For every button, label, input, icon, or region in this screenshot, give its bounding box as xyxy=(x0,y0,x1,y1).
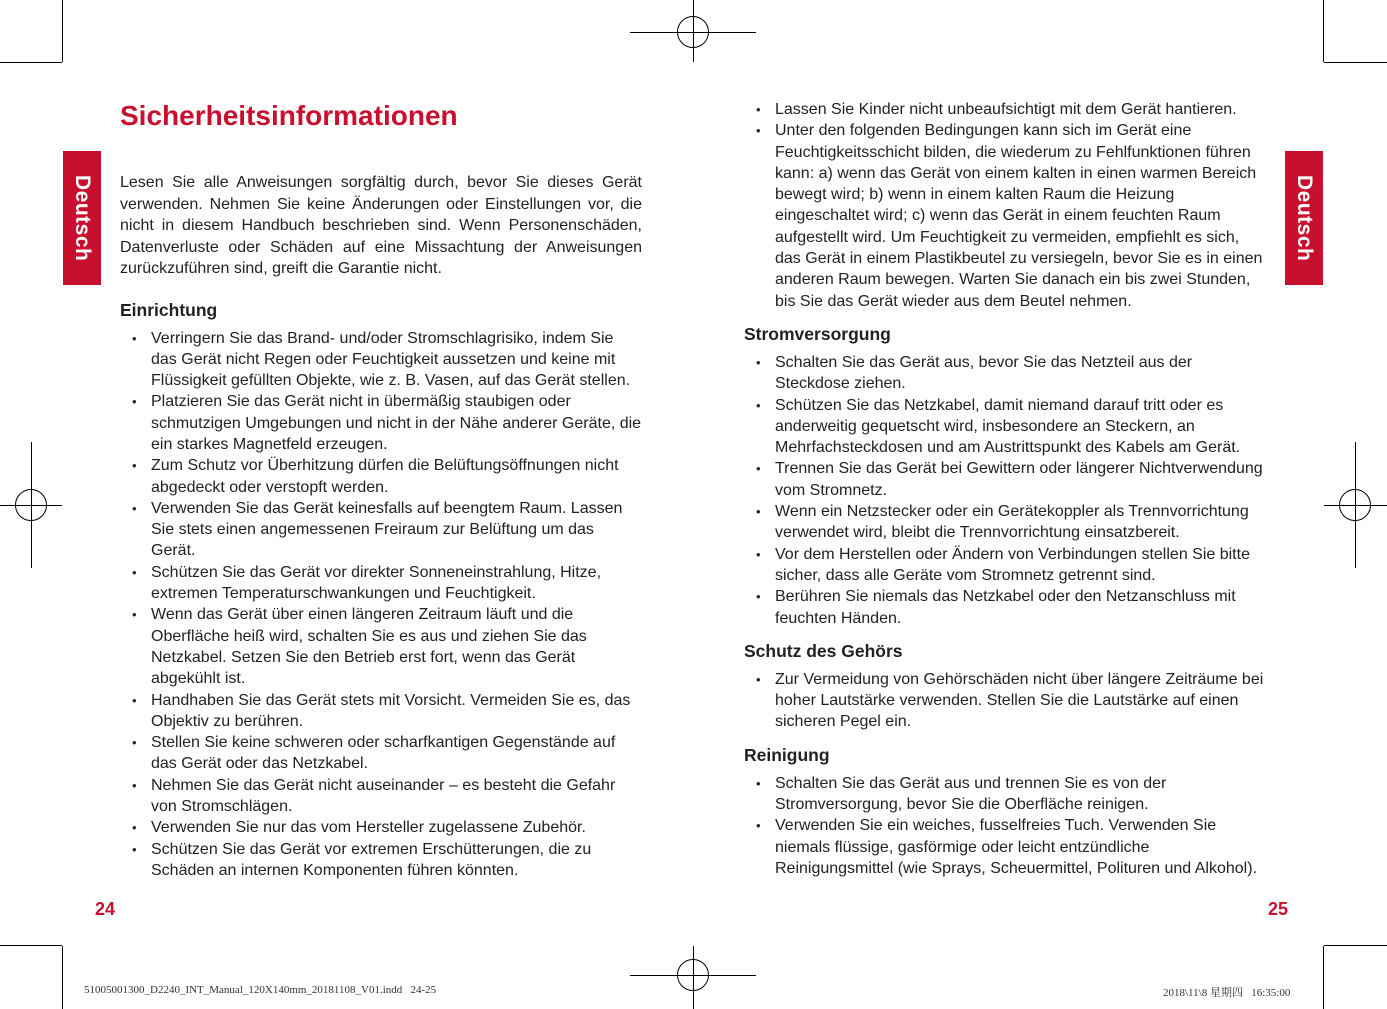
right-sections xyxy=(744,322,1268,879)
footer-filename: 51005001300_D2240_INT_Manual_120X140mm_20181108_V01.indd 24-25 xyxy=(84,984,437,996)
intro-paragraph: Lesen Sie alle Anweisungen sorgfältig durch, bevor Sie dieses Gerät verwenden. Nehmen Sie keine Änderungen oder Einstellungen vor, die nicht in diesem Handbuch beschrieben sind. Wenn Personenschäden, Datenverluste oder Schäden auf eine Missachtung der Anweisungen zurückzuführen sind, greift die Garantie nicht. xyxy=(120,174,642,277)
footer-date: 2018\11\8 星期四 16:35:00 xyxy=(1163,987,1291,999)
section-heading: Reinigung xyxy=(744,744,830,765)
list-item: • Schalten Sie das Gerät aus und trennen Sie es von der Stromversorgung, bevor Sie die Oberfläche reinigen. xyxy=(744,773,1268,816)
registration-circle xyxy=(1339,489,1371,521)
registration-circle xyxy=(677,16,709,48)
list-item: • Berühren Sie niemals das Netzkabel oder den Netzanschluss mit feuchten Händen. xyxy=(744,586,1268,629)
list-item: • Verwenden Sie nur das vom Hersteller zugelassene Zubehör. xyxy=(120,817,642,838)
list-item: • Platzieren Sie das Gerät nicht in übermäßig staubigen oder schmutzigen Umgebungen und nicht in der Nähe anderer Geräte, die ein starkes Magnetfeld erzeugen. xyxy=(120,391,642,455)
language-tab-label: Deutsch xyxy=(1293,174,1316,262)
right-page xyxy=(744,99,1268,885)
list-item: • Trennen Sie das Gerät bei Gewittern oder längerer Nichtverwendung vom Stromnetz. xyxy=(744,458,1268,501)
page-title: Sicherheitsinformationen xyxy=(120,100,458,131)
bullet-list xyxy=(120,328,642,882)
registration-circle xyxy=(15,489,47,521)
list-item: • Vor dem Herstellen oder Ändern von Verbindungen stellen Sie bitte sicher, dass alle Geräte vom Stromnetz getrennt sind. xyxy=(744,544,1268,587)
left-sections xyxy=(120,298,642,882)
bullet-list xyxy=(744,669,1268,733)
language-tab-label: Deutsch xyxy=(71,174,94,262)
crop-mark xyxy=(62,946,63,1009)
list-item: • Stellen Sie keine schweren oder scharfkantigen Gegenstände auf das Gerät oder das Netzkabel. xyxy=(120,732,642,775)
section-heading: Stromversorgung xyxy=(744,323,891,344)
list-item: • Schützen Sie das Gerät vor direkter Sonneneinstrahlung, Hitze, extremen Temperaturschwankungen und Feuchtigkeit. xyxy=(120,562,642,605)
list-item: • Verwenden Sie das Gerät keinesfalls auf beengtem Raum. Lassen Sie stets einen angemessenen Freiraum zur Belüftung um das Gerät. xyxy=(120,498,642,562)
list-item: • Nehmen Sie das Gerät nicht auseinander – es besteht die Gefahr von Stromschlägen. xyxy=(120,775,642,818)
top-bullet-list xyxy=(744,99,1268,312)
section-heading: Schutz des Gehörs xyxy=(744,640,903,661)
crop-mark xyxy=(1323,0,1324,62)
bullet-list xyxy=(744,773,1268,879)
list-item: • Wenn ein Netzstecker oder ein Gerätekoppler als Trennvorrichtung verwendet wird, bleibt die Trennvorrichtung einsatzbereit. xyxy=(744,501,1268,544)
list-item: • Schalten Sie das Gerät aus, bevor Sie das Netzteil aus der Steckdose ziehen. xyxy=(744,352,1268,395)
list-item: • Wenn das Gerät über einen längeren Zeitraum läuft und die Oberfläche heiß wird, schalten Sie es aus und ziehen Sie das Netzkabel. Setzen Sie den Betrieb erst fort, wenn das Gerät abgekühlt ist. xyxy=(120,604,642,689)
crop-mark xyxy=(0,945,62,946)
crop-mark xyxy=(1323,946,1324,1009)
list-item: • Schützen Sie das Netzkabel, damit niemand darauf tritt oder es anderweitig gequetscht wird, insbesondere an Steckern, an Mehrfachsteckdosen und am Austrittspunkt des Kabels am Gerät. xyxy=(744,395,1268,459)
section-heading: Einrichtung xyxy=(120,299,218,320)
list-item: • Zum Schutz vor Überhitzung dürfen die Belüftungsöffnungen nicht abgedeckt oder verstopft werden. xyxy=(120,455,642,498)
left-page xyxy=(120,96,642,887)
list-item: • Zur Vermeidung von Gehörschäden nicht über längere Zeiträume bei hoher Lautstärke verwenden. Stellen Sie die Lautstärke auf einen sicheren Pegel ein. xyxy=(744,669,1268,733)
page-number-right: 25 xyxy=(1268,899,1289,919)
list-item: • Lassen Sie Kinder nicht unbeaufsichtigt mit dem Gerät hantieren. xyxy=(744,99,1268,120)
list-item: • Unter den folgenden Bedingungen kann sich im Gerät eine Feuchtigkeitsschicht bilden, die wiederum zu Fehlfunktionen führen kann: a) wenn das Gerät von einem kalten in einen warmen Bereich bewegt wird; b) wenn in einem kalten Raum die Heizung eingeschaltet wird; c) wenn das Gerät in einem feuchten Raum aufgestellt wird. Um Feuchtigkeit zu vermeiden, empfiehlt es sich, das Gerät in einem Plastikbeutel zu versiegeln, bevor Sie es in einen anderen Raum bewegen. Warten Sie danach ein bis zwei Stunden, bis Sie das Gerät wieder aus dem Beutel nehmen. xyxy=(744,120,1268,312)
list-item: • Handhaben Sie das Gerät stets mit Vorsicht. Vermeiden Sie es, das Objektiv zu berühren. xyxy=(120,690,642,733)
list-item: • Verringern Sie das Brand- und/oder Stromschlagrisiko, indem Sie das Gerät nicht Regen oder Feuchtigkeit aussetzen und keine mit Flüssigkeit gefüllten Objekte, wie z. B. Vasen, auf das Gerät stellen. xyxy=(120,328,642,392)
crop-mark xyxy=(1324,62,1387,63)
language-tab-right xyxy=(1285,151,1323,285)
list-item: • Schützen Sie das Gerät vor extremen Erschütterungen, die zu Schäden an internen Komponenten führen könnten. xyxy=(120,839,642,882)
crop-mark xyxy=(1324,945,1387,946)
crop-mark xyxy=(0,62,62,63)
registration-circle xyxy=(677,959,709,991)
language-tab-left xyxy=(63,151,101,285)
page-number-left: 24 xyxy=(95,899,116,919)
crop-mark xyxy=(62,0,63,62)
list-item: • Verwenden Sie ein weiches, fusselfreies Tuch. Verwenden Sie niemals flüssige, gasförmige oder leicht entzündliche Reinigungsmittel (wie Sprays, Scheuermittel, Polituren und Alkohol). xyxy=(744,815,1268,879)
bullet-list xyxy=(744,352,1268,629)
